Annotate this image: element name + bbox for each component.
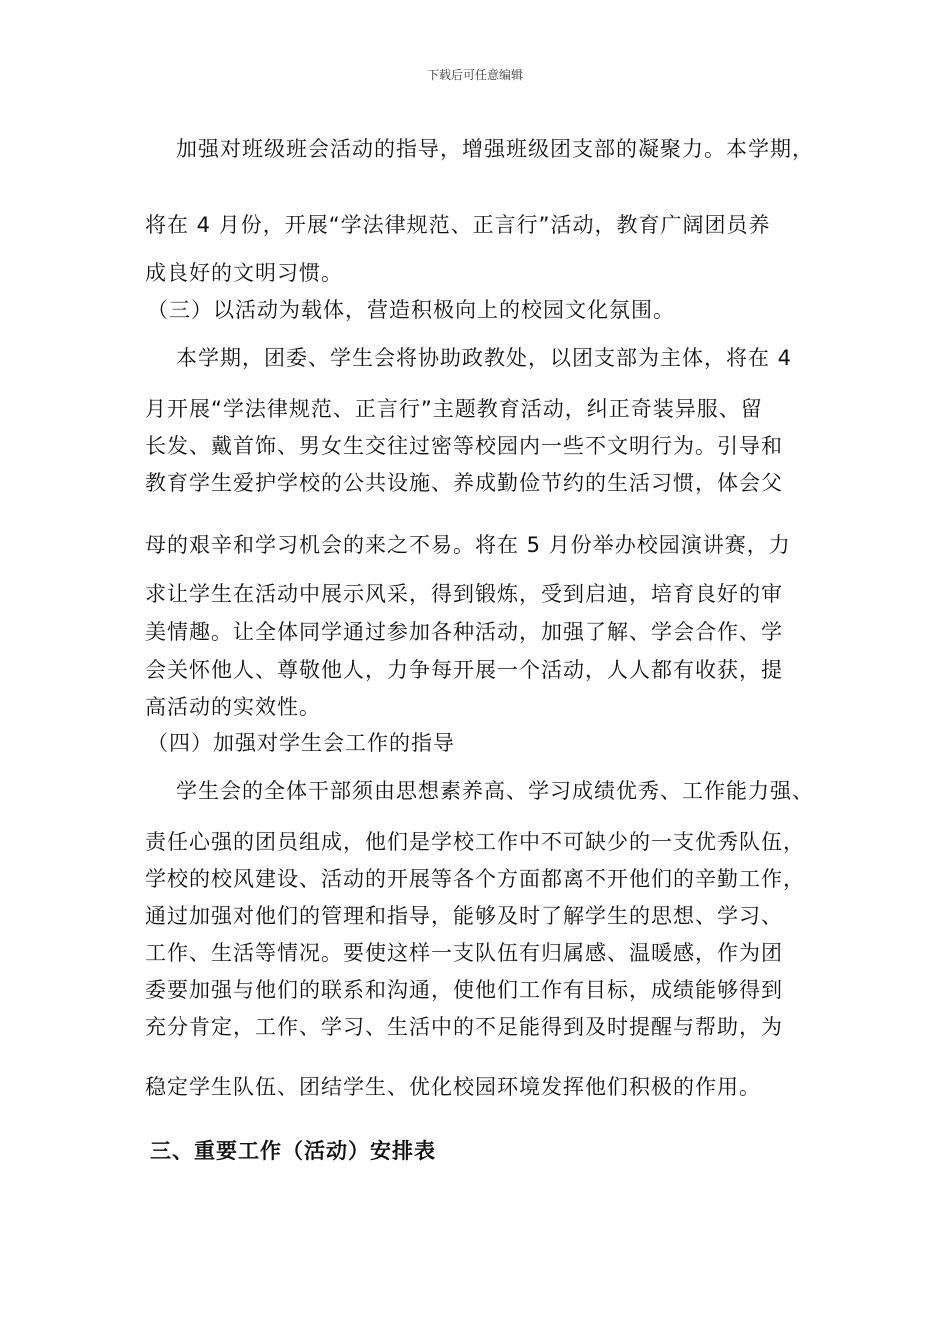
paragraph-line: 工作、生活等情况。要使这样一支队伍有归属感、温暖感，作为团: [145, 941, 783, 965]
paragraph-line: 稳定学生队伍、团结学生、优化校园环境发挥他们积极的作用。: [145, 1075, 761, 1099]
paragraph-line: 学校的校风建设、活动的开展等各个方面都离不开他们的辛勤工作，: [145, 867, 805, 891]
page-header-caption: 下载后可任意编辑: [426, 68, 523, 82]
paragraph-line: 充分肯定，工作、学习、生活中的不足能得到及时提醒与帮助，为: [145, 1015, 783, 1039]
paragraph-line: 教育学生爱护学校的公共设施、养成勤俭节约的生活习惯，体会父: [145, 471, 783, 495]
paragraph-line: 美情趣。让全体同学通过参加各种活动，加强了解、学会合作、学: [145, 620, 783, 644]
paragraph-line: 学生会的全体干部须由思想素养高、学习成绩优秀、工作能力强、: [176, 779, 814, 803]
section-subheading: （三）以活动为载体，营造积极向上的校园文化氛围。: [147, 298, 675, 322]
paragraph-line: 母的艰辛和学习机会的来之不易。将在 5 月份举办校园演讲赛，力: [145, 533, 791, 557]
paragraph-line: 月开展“学法律规范、正言行”主题教育活动，纠正奇装异服、留: [145, 397, 763, 421]
paragraph-line: 加强对班级班会活动的指导，增强班级团支部的凝聚力。本学期，: [176, 137, 814, 161]
paragraph-line: 委要加强与他们的联系和沟通，使他们工作有目标，成绩能够得到: [145, 978, 783, 1002]
paragraph-line: 会关怀他人、尊敬他人，力争每开展一个活动，人人都有收获，提: [145, 658, 783, 682]
paragraph-line: 通过加强对他们的管理和指导，能够及时了解学生的思想、学习、: [145, 904, 783, 928]
paragraph-line: 本学期，团委、学生会将协助政教处，以团支部为主体，将在 4: [176, 346, 793, 370]
paragraph-line: 责任心强的团员组成，他们是学校工作中不可缺少的一支优秀队伍，: [145, 830, 805, 854]
paragraph-line: 长发、戴首饰、男女生交往过密等校园内一些不文明行为。引导和: [145, 434, 783, 458]
paragraph-line: 高活动的实效性。: [145, 695, 321, 719]
section-subheading: （四）加强对学生会工作的指导: [147, 731, 455, 755]
section-heading: 三、重要工作（活动）安排表: [150, 1139, 436, 1163]
paragraph-line: 成良好的文明习惯。: [145, 261, 343, 285]
paragraph-line: 将在 4 月份，开展“学法律规范、正言行”活动，教育广阔团员养: [145, 213, 771, 237]
paragraph-line: 求让学生在活动中展示风采，得到锻炼，受到启迪，培育良好的审: [145, 582, 783, 606]
